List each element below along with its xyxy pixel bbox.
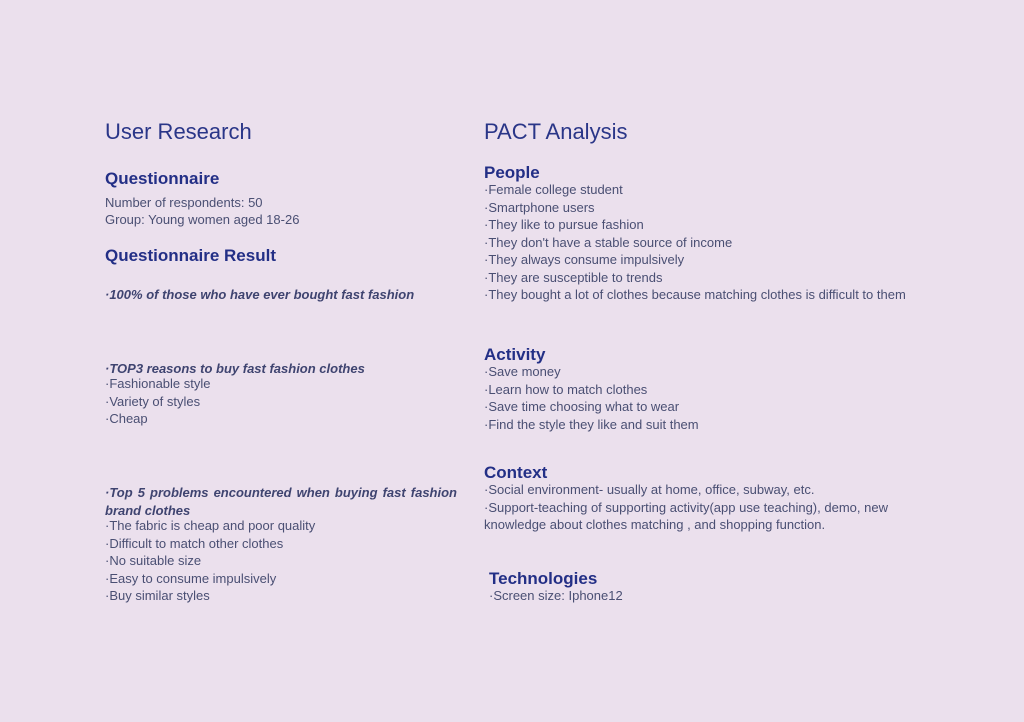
list-item: ·Easy to consume impulsively <box>105 570 277 586</box>
list-item: ·Find the style they like and suit them <box>484 416 699 432</box>
context-list <box>484 481 924 534</box>
list-item: ·The fabric is cheap and poor quality <box>105 518 316 533</box>
list-item: ·Save money <box>484 364 561 379</box>
list-item: ·They like to pursue fashion <box>484 217 644 232</box>
list-item: ·No suitable size <box>105 553 202 568</box>
respondent-group: Group: Young women aged 18-26 <box>105 212 300 227</box>
list-item: ·Screen size: Iphone12 <box>489 588 623 603</box>
list-item: ·Cheap <box>105 411 148 426</box>
context-heading: Context <box>484 463 548 482</box>
reasons-list <box>105 375 211 428</box>
activity-heading: Activity <box>484 345 546 364</box>
list-item: ·Learn how to match clothes <box>484 381 648 397</box>
people-list <box>484 181 924 304</box>
list-item: ·Support-teaching of supporting activity(app use teaching), demo, new knowledge about clothes matching , and shopping function. <box>484 499 888 532</box>
technologies-list <box>489 587 623 605</box>
questionnaire-result-heading: Questionnaire Result <box>105 246 276 265</box>
list-item: ·Variety of styles <box>105 393 201 409</box>
people-heading: People <box>484 163 540 182</box>
technologies-heading: Technologies <box>489 569 598 588</box>
questionnaire-heading: Questionnaire <box>105 169 220 188</box>
respondents-count: Number of respondents: 50 <box>105 195 263 210</box>
list-item: ·Social environment- usually at home, office, subway, etc. <box>484 482 815 497</box>
list-item: ·They always consume impulsively <box>484 252 685 267</box>
list-item: ·Fashionable style <box>105 376 211 391</box>
pact-analysis-title: PACT Analysis <box>484 119 628 144</box>
top5-problems-heading: ·Top 5 problems encountered when buying fast fashion brand clothes <box>105 485 457 518</box>
user-research-title: User Research <box>105 119 252 144</box>
list-item: ·They are susceptible to trends <box>484 269 663 285</box>
fast-fashion-stat: ·100% of those who have ever bought fast fashion <box>105 287 415 302</box>
list-item: ·Female college student <box>484 182 623 197</box>
top3-reasons-heading: ·TOP3 reasons to buy fast fashion clothes <box>105 361 365 376</box>
list-item: ·Difficult to match other clothes <box>105 535 284 551</box>
activity-list <box>484 363 699 433</box>
list-item: ·Save time choosing what to wear <box>484 399 680 414</box>
problems-list <box>105 517 315 605</box>
list-item: ·They don't have a stable source of income <box>484 234 733 250</box>
list-item: ·Smartphone users <box>484 199 595 215</box>
list-item: ·Buy similar styles <box>105 588 210 603</box>
list-item: ·They bought a lot of clothes because matching clothes is difficult to them <box>484 287 906 302</box>
